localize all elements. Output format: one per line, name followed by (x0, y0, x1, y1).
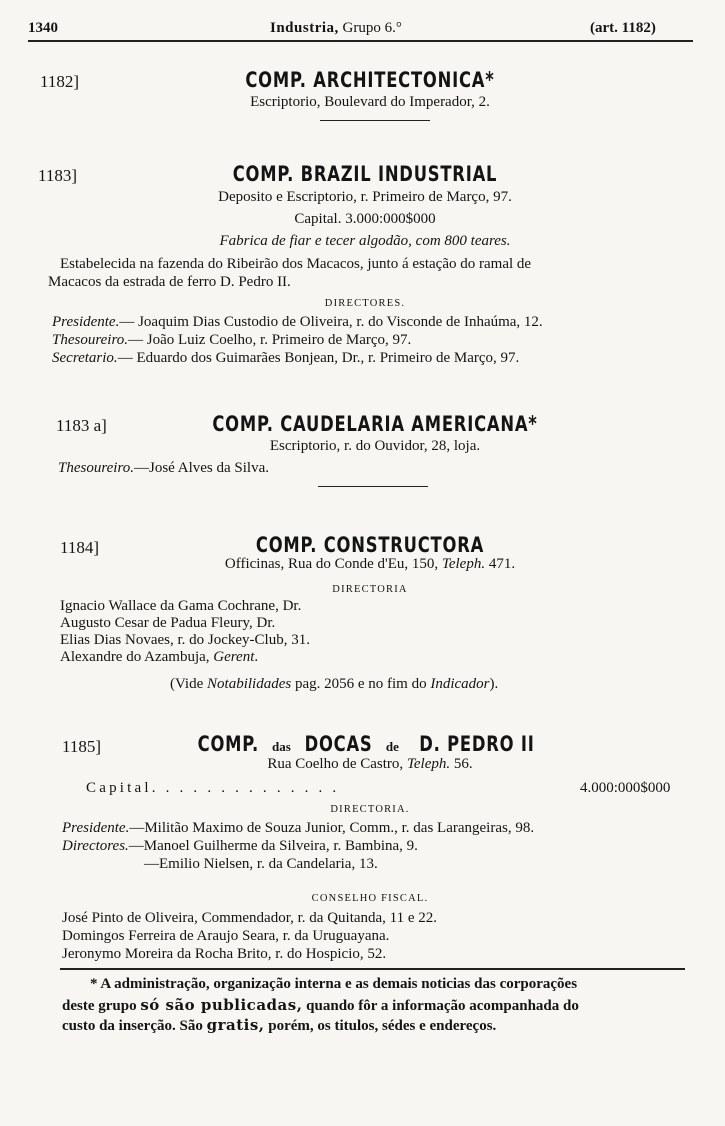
board-text: —Manoel Guilherme da Silveira, r. Bambina, 9. (128, 838, 418, 854)
footnote-text: porém, os titulos, sédes e endereços. (264, 1018, 497, 1034)
board-member: Ignacio Wallace da Gama Cochrane, Dr. (60, 598, 302, 614)
vide-text: ). (489, 676, 499, 692)
board-member (52, 314, 543, 331)
board-heading: DIRECTORIA (332, 584, 408, 595)
board-member: Augusto Cesar de Padua Fleury, Dr. (60, 615, 276, 631)
capital-label: Capital. . . . . . . . . . . . . . (86, 780, 340, 796)
title-part: de (385, 739, 399, 754)
company-note: Estabelecida na fazenda do Ribeirão dos Macacos, junto á estação do ramal de (60, 256, 532, 272)
footnote-line (62, 996, 579, 1015)
section-divider (320, 120, 430, 121)
board-heading: DIRECTORIA. (330, 804, 410, 815)
board-member (62, 838, 418, 855)
vide-reference (170, 676, 498, 693)
capital-value: 4.000:000$000 (580, 780, 671, 796)
company-capital: Capital. 3.000:000$000 (294, 211, 436, 227)
footnote-text: quando fôr a informação acompanhada do (302, 998, 579, 1014)
company-address (135, 556, 605, 573)
board-role: Thesoureiro. (52, 332, 128, 348)
running-header (270, 20, 402, 37)
member-role: Gerent (213, 649, 255, 665)
footnote-line (62, 1016, 496, 1035)
footnote-text: custo da inserção. São (62, 1018, 207, 1034)
board-text: —Militão Maximo de Souza Junior, Comm., r. das Larangeiras, 98. (129, 820, 535, 836)
company-title: COMP. CONSTRUCTORA (255, 533, 485, 557)
footnote-rule (60, 968, 685, 970)
address-text: Rua Coelho de Castro, (267, 756, 407, 772)
council-heading: CONSELHO FISCAL. (311, 893, 429, 904)
company-title (130, 732, 610, 756)
company-note: Macacos da estrada de ferro D. Pedro II. (48, 274, 291, 290)
entry-number: 1183 a] (56, 416, 107, 435)
section-title: Industria, (270, 20, 339, 36)
title-part: D. PEDRO II (419, 732, 535, 756)
phone-label: Teleph. (441, 556, 486, 572)
page-number: 1340 (28, 20, 58, 36)
header-rule (28, 40, 693, 42)
group-label: Grupo 6.° (342, 20, 402, 36)
board-heading: DIRECTORES. (324, 298, 406, 309)
entry-number: 1182] (40, 72, 80, 91)
phone-label: Teleph. (406, 756, 451, 772)
entry-number: 1184] (60, 538, 100, 557)
board-text: —Emilio Nielsen, r. da Candelaria, 13. (144, 856, 378, 872)
footnote-line: * A administração, organização interna e as demais noticias das corporações (90, 976, 578, 992)
phone-number: 471. (485, 556, 516, 572)
member-end: . (254, 649, 259, 665)
vide-text: pag. 2056 e no fim do (291, 676, 431, 692)
board-member (62, 820, 534, 837)
footnote-emphasis: gratis, (206, 1016, 265, 1034)
section-divider (318, 486, 428, 487)
vide-title: Notabilidades (207, 676, 292, 692)
company-address: Deposito e Escriptorio, r. Primeiro de Março, 97. (218, 189, 512, 205)
vide-text: (Vide (170, 676, 208, 692)
company-address: Escriptorio, r. do Ouvidor, 28, loja. (269, 438, 481, 454)
board-member (60, 649, 258, 666)
board-member (58, 460, 269, 477)
title-part: COMP. (197, 732, 260, 756)
board-role: Presidente. (52, 314, 120, 330)
vide-title: Indicador (430, 676, 490, 692)
council-member: Domingos Ferreira de Araujo Seara, r. da Uruguayana. (62, 928, 390, 944)
article-reference: (art. 1182) (590, 20, 656, 36)
board-member (52, 350, 519, 367)
member-name: Alexandre do Azambuja, (60, 649, 214, 665)
board-role: Thesoureiro. (58, 460, 134, 476)
address-text: Officinas, Rua do Conde d'Eu, 150, (224, 556, 442, 572)
company-address: Escriptorio, Boulevard do Imperador, 2. (250, 94, 490, 110)
board-text: — Joaquim Dias Custodio de Oliveira, r. do Visconde de Inhaúma, 12. (119, 314, 543, 330)
company-title: COMP. CAUDELARIA AMERICANA* (212, 412, 538, 436)
board-role: Secretario. (52, 350, 118, 366)
board-member (52, 332, 411, 349)
title-part: das (271, 739, 291, 754)
board-text: — João Luiz Coelho, r. Primeiro de Março, 97. (127, 332, 412, 348)
footnote-emphasis: só são publicadas, (140, 996, 303, 1014)
board-role: Directores. (62, 838, 129, 854)
board-role: Presidente. (62, 820, 130, 836)
company-title: COMP. ARCHITECTONICA* (245, 68, 495, 92)
company-factory: Fabrica de fiar e tecer algodão, com 800 teares. (219, 233, 511, 249)
council-member: José Pinto de Oliveira, Commendador, r. da Quitanda, 11 e 22. (62, 910, 438, 926)
entry-number: 1185] (62, 737, 102, 756)
company-address (130, 756, 610, 773)
board-member (144, 856, 378, 873)
council-member: Jeronymo Moreira da Rocha Brito, r. do Hospicio, 52. (62, 946, 387, 962)
company-title: COMP. BRAZIL INDUSTRIAL (232, 162, 498, 186)
phone-number: 56. (450, 756, 473, 772)
footnote-text: deste grupo (62, 998, 141, 1014)
entry-number: 1183] (38, 166, 78, 185)
board-text: — Eduardo dos Guimarães Bonjean, Dr., r. Primeiro de Março, 97. (117, 350, 520, 366)
title-part: DOCAS (304, 732, 373, 756)
board-text: —José Alves da Silva. (133, 460, 269, 476)
board-member: Elias Dias Novaes, r. do Jockey-Club, 31. (60, 632, 310, 648)
